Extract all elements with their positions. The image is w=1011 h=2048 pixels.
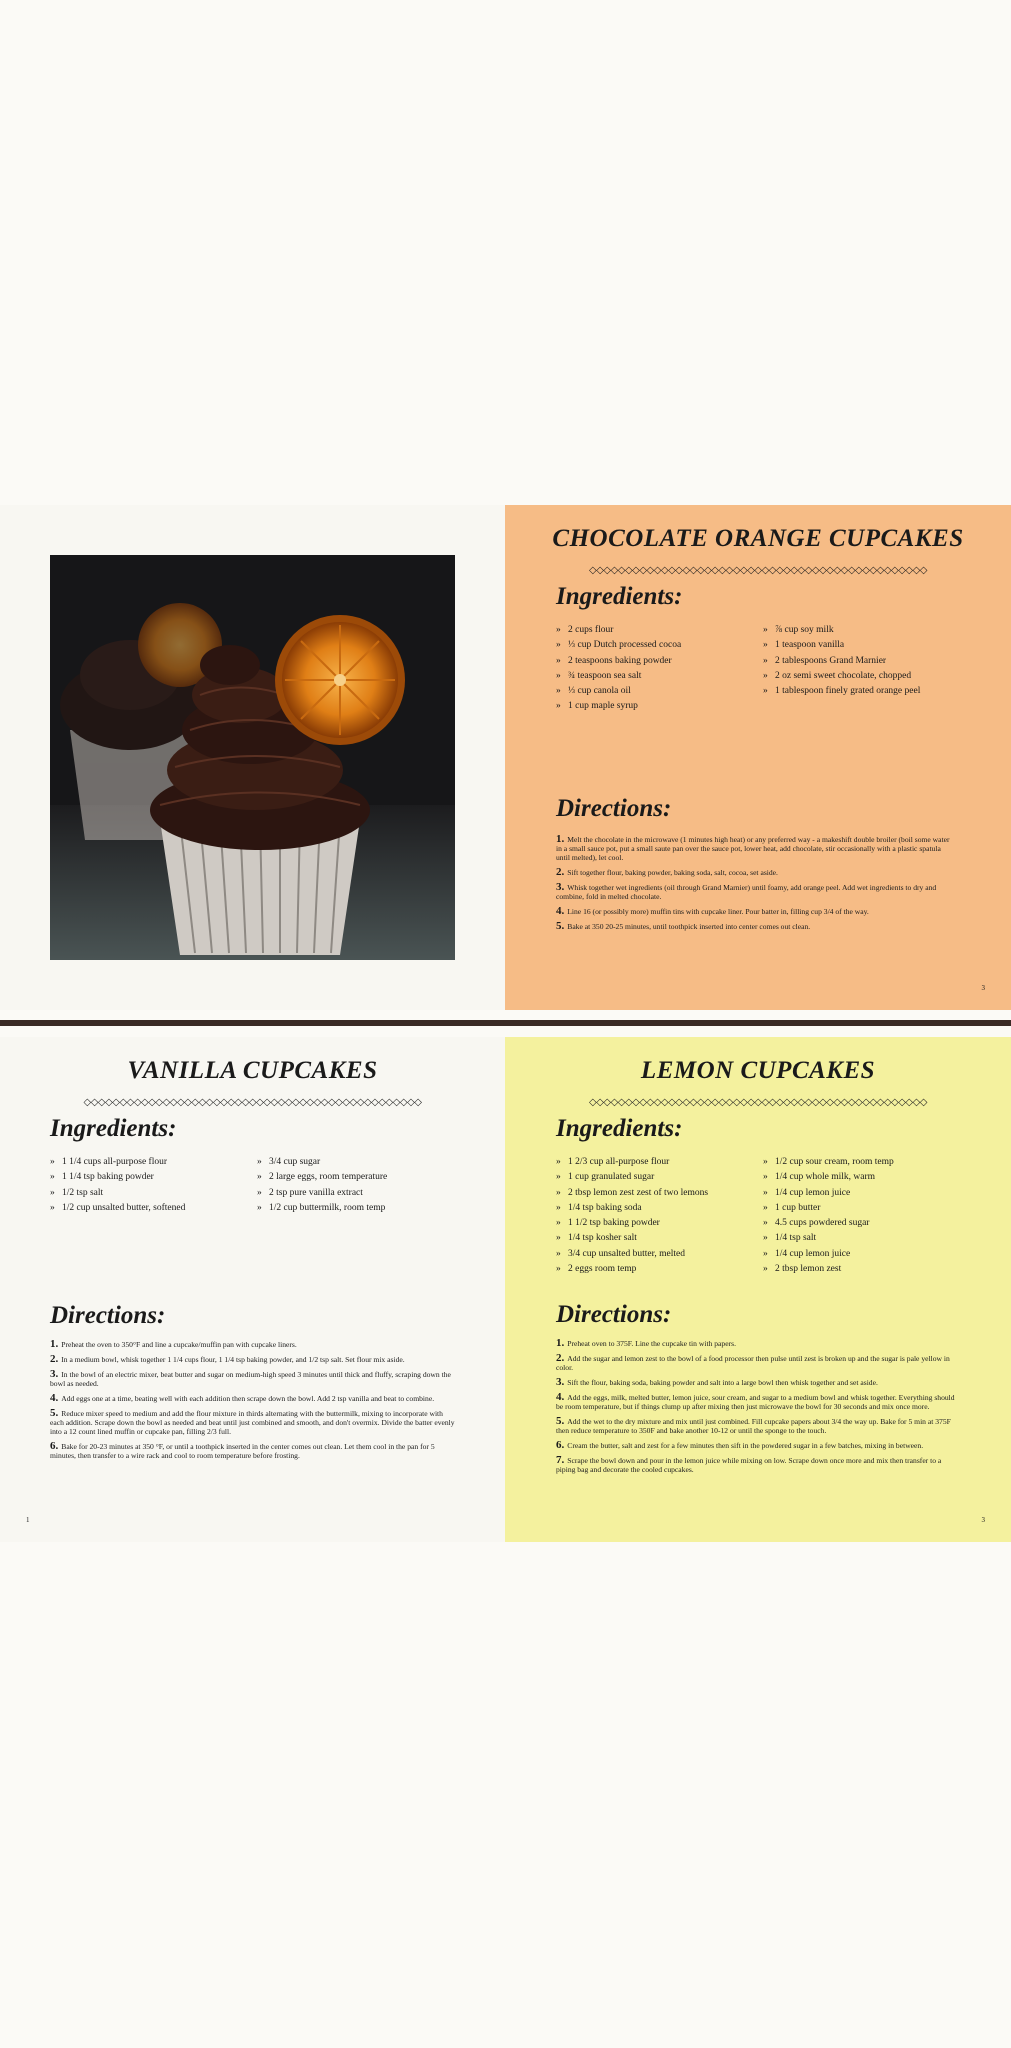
ingredients-list-left — [50, 1155, 185, 1216]
photo-page — [0, 505, 505, 1010]
direction-step: 7. Scrape the bowl down and pour in the lemon juice while mixing on low. Scrape down once more and mix then transfer to a piping bag and decorate the cooled cupcakes. — [556, 1454, 942, 1474]
list-item: » 1/4 tsp salt — [763, 1231, 894, 1246]
list-item: » 1 tablespoon finely grated orange peel — [763, 684, 920, 699]
list-item: » 1/4 cup whole milk, warm — [763, 1170, 894, 1185]
list-item: » 1/2 cup sour cream, room temp — [763, 1155, 894, 1170]
cupcake-photo-icon — [50, 555, 455, 960]
direction-step: 4. Add eggs one at a time, beating well with each addition then scrape down the bowl. Add 2 tsp vanilla and beat to combine. — [50, 1392, 435, 1404]
list-item: » 1 cup butter — [763, 1201, 894, 1216]
ingredients-list-right — [257, 1155, 387, 1216]
directions-heading: Directions: — [50, 1302, 166, 1329]
ornament-divider: ◇◇◇◇◇◇◇◇◇◇◇◇◇◇◇◇◇◇◇◇◇◇◇◇◇◇◇◇◇◇◇◇◇◇◇◇◇◇◇◇◇◇◇◇◇◇◇ — [589, 1097, 927, 1108]
list-item: » 2 oz semi sweet chocolate, chopped — [763, 669, 920, 684]
top-spread — [0, 505, 1011, 1010]
direction-step: 1. Preheat the oven to 350°F and line a cupcake/muffin pan with cupcake liners. — [50, 1338, 297, 1350]
ingredients-list-left — [556, 1155, 708, 1277]
list-item: » ⅓ cup Dutch processed cocoa — [556, 638, 681, 653]
list-item: » 1/4 tsp kosher salt — [556, 1231, 708, 1246]
direction-step: 6. Bake for 20-23 minutes at 350 °F, or until a toothpick inserted in the center comes out clean. Let them cool in the pan for 5 minutes, then transfer to a wire rack and cool to room temperature before frosting. — [50, 1440, 435, 1460]
direction-step: 5. Bake at 350 20-25 minutes, until toothpick inserted into center comes out clean. — [556, 920, 811, 932]
list-item: » 4.5 cups powdered sugar — [763, 1216, 894, 1231]
spread-divider — [0, 1020, 1011, 1026]
list-item: » 1/4 cup lemon juice — [763, 1186, 894, 1201]
directions-list — [50, 1340, 455, 1466]
list-item: » 2 teaspoons baking powder — [556, 654, 681, 669]
page-title: LEMON CUPCAKES — [640, 1057, 876, 1084]
list-item: » ⅓ cup canola oil — [556, 684, 681, 699]
directions-list — [556, 835, 956, 937]
direction-step: 6. Cream the butter, salt and zest for a few minutes then sift in the powdered sugar in a few batches, mixing in between. — [556, 1439, 924, 1451]
direction-step: 3. Sift the flour, baking soda, baking powder and salt into a large bowl then whisk together and set aside. — [556, 1376, 878, 1388]
ingredients-heading: Ingredients: — [556, 1115, 683, 1142]
list-item: » 2 tsp pure vanilla extract — [257, 1186, 387, 1201]
list-item: » 1/2 cup unsalted butter, softened — [50, 1201, 185, 1216]
bottom-spread — [0, 1037, 1011, 1542]
direction-step: 5. Add the wet to the dry mixture and mix until just combined. Fill cupcake papers about 3/4 the way up. Bake for 5 min at 375F then reduce temperature to 350F and bake another 10-12 or until the sponge to the touch. — [556, 1415, 951, 1435]
chocolate-orange-page — [505, 505, 1011, 1010]
directions-heading: Directions: — [556, 1301, 672, 1328]
ingredients-heading: Ingredients: — [556, 583, 683, 610]
directions-list — [556, 1339, 961, 1480]
page-title: CHOCOLATE ORANGE CUPCAKES — [552, 525, 964, 552]
page-title: VANILLA CUPCAKES — [127, 1057, 378, 1084]
ornament-divider: ◇◇◇◇◇◇◇◇◇◇◇◇◇◇◇◇◇◇◇◇◇◇◇◇◇◇◇◇◇◇◇◇◇◇◇◇◇◇◇◇◇◇◇◇◇◇◇ — [589, 565, 927, 576]
direction-step: 1. Preheat oven to 375F. Line the cupcake tin with papers. — [556, 1337, 736, 1349]
cupcake-photo — [50, 555, 455, 960]
list-item: » 1 cup maple syrup — [556, 699, 681, 714]
list-item: » 3/4 cup sugar — [257, 1155, 387, 1170]
list-item: » 1 1/4 cups all-purpose flour — [50, 1155, 185, 1170]
page-number: 3 — [981, 984, 985, 992]
direction-step: 3. Whisk together wet ingredients (oil through Grand Marnier) until foamy, add orange peel. Add wet ingredients to dry and combine, fold in melted chocolate. — [556, 881, 937, 901]
direction-step: 4. Add the eggs, milk, melted butter, lemon juice, sour cream, and sugar to a medium bowl and whisk together. Everything should be room temperature, but if things clump up after mixing then just microwave the bowl for 30 seconds and mix once more. — [556, 1391, 955, 1411]
list-item: » 1 cup granulated sugar — [556, 1170, 708, 1185]
list-item: » 1/2 tsp salt — [50, 1186, 185, 1201]
ingredients-list-right — [763, 1155, 894, 1277]
list-item: » 1 2/3 cup all-purpose flour — [556, 1155, 708, 1170]
direction-step: 2. Add the sugar and lemon zest to the bowl of a food processor then pulse until zest is broken up and the sugar is pale yellow in color. — [556, 1352, 950, 1372]
direction-step: 5. Reduce mixer speed to medium and add the flour mixture in thirds alternating with the buttermilk, mixing to incorporate with each addition. Scrape down the bowl as needed and beat until just combined and smooth, and don't overmix. Divide the batter evenly into a 12 count lined muffin or cupcake pan, filling 2/3 full. — [50, 1407, 455, 1436]
direction-step: 4. Line 16 (or possibly more) muffin tins with cupcake liner. Pour batter in, filling cup 3/4 of the way. — [556, 905, 869, 917]
list-item: » 1 teaspoon vanilla — [763, 638, 920, 653]
list-item: » 2 cups flour — [556, 623, 681, 638]
list-item: » ¾ teaspoon sea salt — [556, 669, 681, 684]
lemon-page — [505, 1037, 1011, 1542]
ornament-divider: ◇◇◇◇◇◇◇◇◇◇◇◇◇◇◇◇◇◇◇◇◇◇◇◇◇◇◇◇◇◇◇◇◇◇◇◇◇◇◇◇◇◇◇◇◇◇◇ — [83, 1097, 422, 1108]
list-item: » ⅞ cup soy milk — [763, 623, 920, 638]
list-item: » 2 tbsp lemon zest zest of two lemons — [556, 1186, 708, 1201]
page-number: 3 — [981, 1516, 985, 1524]
ingredients-heading: Ingredients: — [50, 1115, 177, 1142]
direction-step: 2. Sift together flour, baking powder, baking soda, salt, cocoa, set aside. — [556, 866, 778, 878]
directions-heading: Directions: — [556, 795, 672, 822]
direction-step: 2. In a medium bowl, whisk together 1 1/4 cups flour, 1 1/4 tsp baking powder, and 1/2 tsp salt. Set flour mix aside. — [50, 1353, 405, 1365]
list-item: » 1 1/2 tsp baking powder — [556, 1216, 708, 1231]
list-item: » 1/4 tsp baking soda — [556, 1201, 708, 1216]
ingredients-list-right — [763, 623, 920, 699]
list-item: » 2 tablespoons Grand Marnier — [763, 654, 920, 669]
list-item: » 2 eggs room temp — [556, 1262, 708, 1277]
list-item: » 1 1/4 tsp baking powder — [50, 1170, 185, 1185]
direction-step: 3. In the bowl of an electric mixer, beat butter and sugar on medium-high speed 3 minutes until thick and fluffy, scraping down the bowl as needed. — [50, 1368, 451, 1388]
page-number: 1 — [26, 1516, 30, 1524]
list-item: » 2 tbsp lemon zest — [763, 1262, 894, 1277]
list-item: » 1/2 cup buttermilk, room temp — [257, 1201, 387, 1216]
ingredients-list-left — [556, 623, 681, 715]
vanilla-page — [0, 1037, 505, 1542]
list-item: » 3/4 cup unsalted butter, melted — [556, 1247, 708, 1262]
list-item: » 1/4 cup lemon juice — [763, 1247, 894, 1262]
list-item: » 2 large eggs, room temperature — [257, 1170, 387, 1185]
direction-step: 1. Melt the chocolate in the microwave (1 minutes high heat) or any preferred way - a makeshift double broiler (boil some water in a small sauce pot, put a small saute pan over the sauce pot, lower heat, add chocolate, stir occasionally with a plastic spatula until melted), let cool. — [556, 833, 950, 862]
